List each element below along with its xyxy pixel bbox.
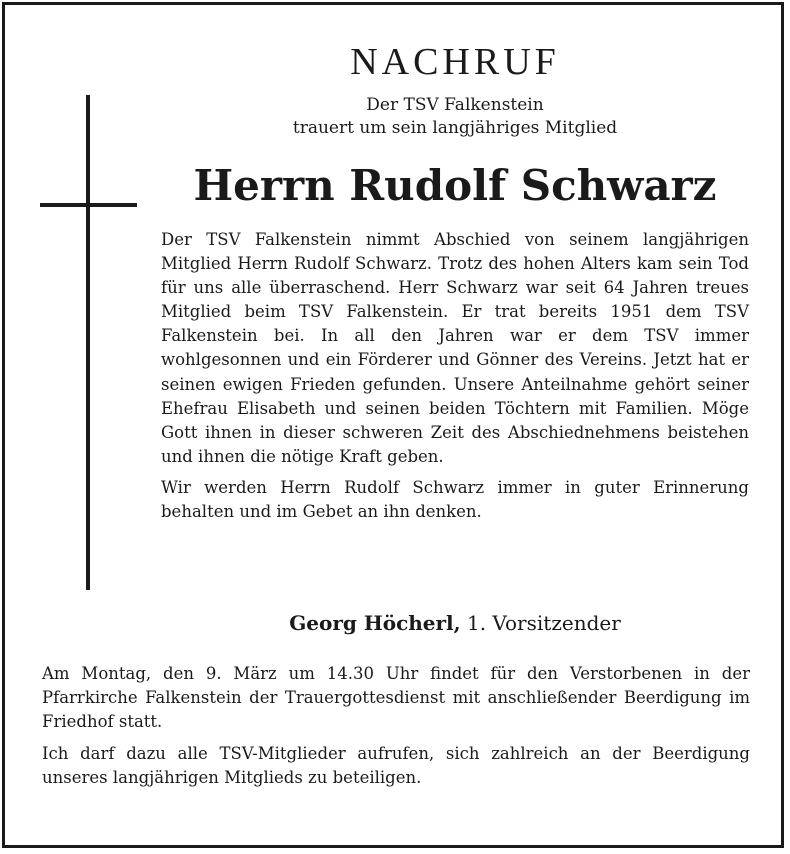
subheading-line-1: Der TSV Falkenstein [366,95,544,115]
notice-body [161,228,749,524]
cross-icon-horizontal-bar [40,203,137,207]
body-paragraph-2: Wir werden Herrn Rudolf Schwarz immer in guter Erinnerung behalten und im Gebet an ihn denken. [161,477,749,522]
notice-subheading [180,94,730,140]
deceased-name: Herrn Rudolf Schwarz [193,161,717,210]
funeral-info-paragraph-2: Ich darf dazu alle TSV-Mitglieder aufrufen, sich zahlreich an der Beerdigung unseres langjährigen Mitglieds zu beteiligen. [42,744,750,787]
cross-icon-vertical-bar [86,95,90,590]
funeral-info [42,662,750,790]
signature-role: 1. Vorsitzender [466,611,621,635]
signature-name: Georg Höcherl, [289,611,461,635]
notice-heading: NACHRUF [350,41,560,83]
signature [150,608,760,638]
subheading-line-2: trauert um sein langjähriges Mitglied [292,118,618,138]
body-paragraph-1: Der TSV Falkenstein nimmt Abschied von seinem langjährigen Mitglied Herrn Rudolf Schwarz. Trotz des hohen Alters kam sein Tod für uns alle überraschend. Herr Schwarz war seit 64 Jahren treues Mitglied beim TSV Falkenstein. Er trat bereits 1951 dem TSV Falkenstein bei. In all den Jahren war er dem TSV immer wohlgesonnen und ein Förderer und Gönner des Vereins. Jetzt hat er seinen ewigen Frieden gefunden. Unsere Anteilnahme gehört seiner Ehefrau Elisabeth und seinen beiden Töchtern mit Familien. Möge Gott ihnen in dieser schweren Zeit des Abschiednehmens beistehen und ihnen die nötige Kraft geben. [161,230,749,466]
funeral-info-paragraph-1: Am Montag, den 9. März um 14.30 Uhr findet für den Verstorbenen in der Pfarrkirche Falkenstein der Trauergottesdienst mit anschließender Beerdigung im Friedhof statt. [42,664,750,731]
